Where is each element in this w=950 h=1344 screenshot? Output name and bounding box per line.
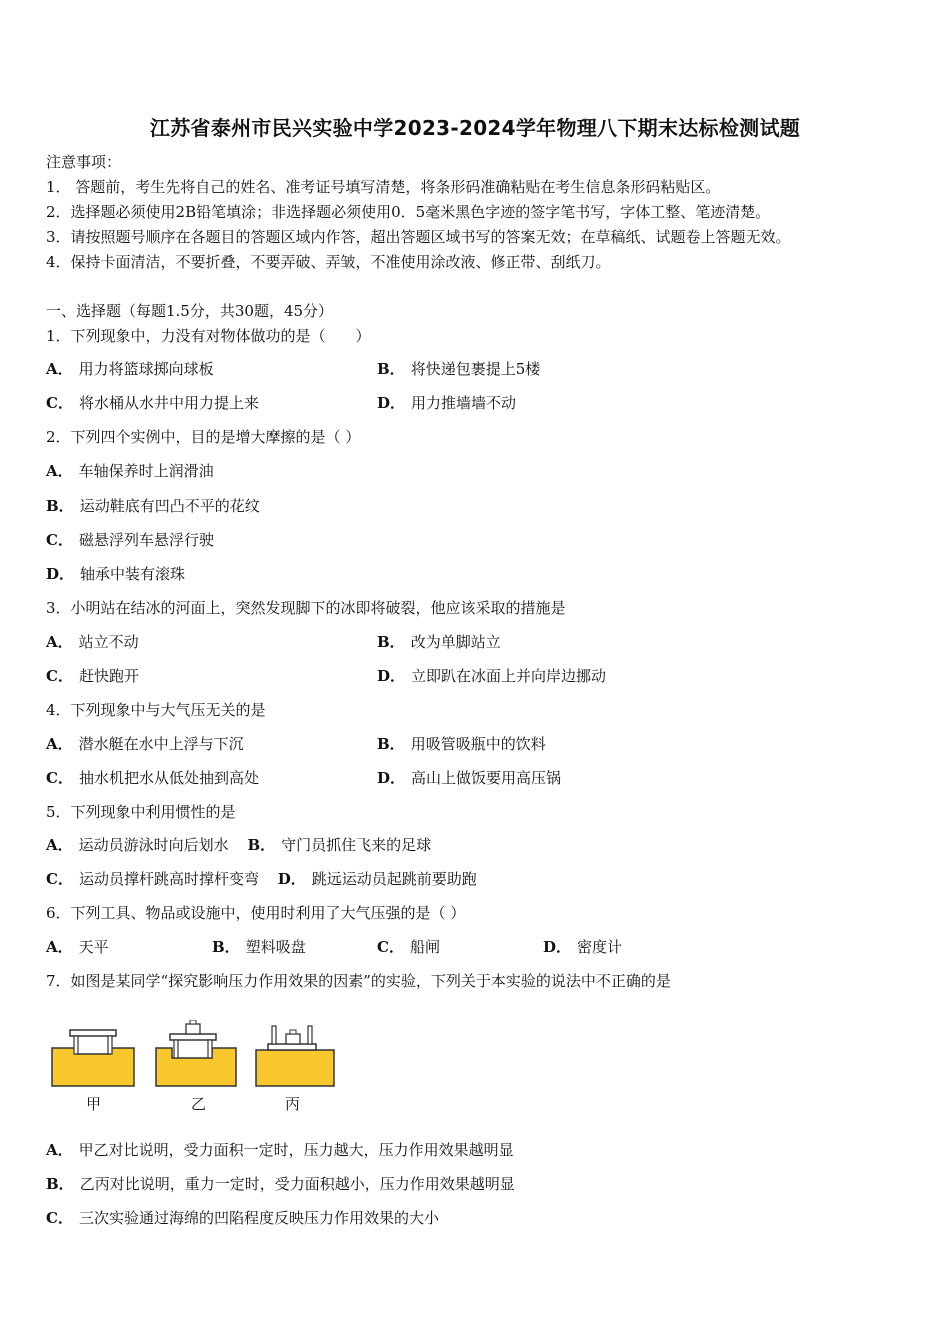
sponge-setup-jia	[52, 1030, 134, 1086]
option-text: 高山上做饭要用高压锅	[411, 769, 562, 787]
option-text: 塑料吸盘	[245, 938, 306, 956]
option-text: 守门员抓住飞来的足球	[281, 836, 432, 854]
option-letter: C．	[377, 938, 404, 956]
q1-option-b[interactable]	[377, 359, 540, 379]
option-text: 运动员撑杆跳高时撑杆变弯	[78, 870, 259, 888]
option-text: 密度计	[577, 938, 623, 956]
notes-header: 注意事项：	[46, 153, 122, 171]
option-letter: A．	[46, 938, 73, 956]
option-text: 乙丙对比说明，重力一定时，受力面积越小，压力作用效果越明显	[79, 1175, 515, 1193]
figure-label-jia: 甲	[86, 1095, 102, 1113]
option-letter: C．	[46, 769, 73, 787]
question-7-stem: 7．如图是某同学“探究影响压力作用效果的因素”的实验，下列关于本实验的说法中不正确的是	[46, 972, 671, 990]
q7-option-c[interactable]	[46, 1208, 439, 1228]
note-2: 2．选择题必须使用2B铅笔填涂；非选择题必须使用0．5毫米黑色字迹的签字笔书写，字体工整、笔迹清楚。	[46, 203, 771, 221]
option-letter: A．	[46, 735, 73, 753]
q6-option-a[interactable]	[46, 937, 109, 957]
option-text: 抽水机把水从低处抽到高处	[78, 769, 259, 787]
question-6-stem: 6．下列工具、物品或设施中，使用时利用了大气压强的是（ ）	[46, 904, 466, 922]
q5-option-d[interactable]	[278, 870, 477, 888]
q4-option-a[interactable]	[46, 734, 244, 754]
note-4: 4．保持卡面清洁，不要折叠，不要弄破、弄皱，不准使用涂改液、修正带、刮纸刀。	[46, 253, 611, 271]
q1-option-d[interactable]	[377, 393, 516, 413]
option-text: 用力推墙墙不动	[411, 394, 517, 412]
q6-option-c[interactable]	[377, 937, 440, 957]
note-1: 1． 答题前，考生先将自己的姓名、准考证号填写清楚，将条形码准确粘贴在考生信息条形码粘贴区。	[46, 178, 721, 196]
option-text: 用吸管吸瓶中的饮料	[410, 735, 546, 753]
q5-option-c[interactable]	[46, 870, 259, 888]
option-text: 站立不动	[78, 633, 139, 651]
q2-option-b[interactable]	[46, 496, 260, 516]
option-letter: C．	[46, 531, 73, 549]
option-text: 跳远运动员起跳前要助跑	[311, 870, 477, 888]
q4-option-c[interactable]	[46, 768, 259, 788]
option-letter: B．	[377, 360, 405, 378]
option-text: 船闸	[409, 938, 440, 956]
option-text: 三次实验通过海绵的凹陷程度反映压力作用效果的大小	[78, 1209, 439, 1227]
option-letter: B．	[377, 633, 405, 651]
q3-option-d[interactable]	[377, 666, 606, 686]
option-letter: A．	[46, 1141, 73, 1159]
option-text: 车轴保养时上润滑油	[78, 462, 214, 480]
option-letter: C．	[46, 870, 73, 888]
q7-option-a[interactable]	[46, 1140, 514, 1160]
question-4-stem: 4．下列现象中与大气压无关的是	[46, 701, 266, 719]
option-letter: C．	[46, 667, 73, 685]
option-text: 将水桶从水井中用力提上来	[78, 394, 259, 412]
option-letter: C．	[46, 1209, 73, 1227]
option-letter: D．	[277, 870, 306, 888]
q6-option-d[interactable]	[543, 937, 622, 957]
option-text: 磁悬浮列车悬浮行驶	[78, 531, 214, 549]
figure-label-yi: 乙	[191, 1095, 207, 1113]
option-letter: D．	[377, 769, 406, 787]
option-letter: A．	[46, 360, 73, 378]
option-text: 轴承中装有滚珠	[80, 565, 186, 583]
question-5-stem: 5．下列现象中利用惯性的是	[46, 803, 236, 821]
option-text: 改为单脚站立	[410, 633, 501, 651]
q4-option-d[interactable]	[377, 768, 561, 788]
pressure-experiment-figure	[50, 1020, 350, 1092]
q3-option-c[interactable]	[46, 666, 139, 686]
q3-option-b[interactable]	[377, 632, 501, 652]
option-text: 天平	[78, 938, 109, 956]
q5-option-b[interactable]	[247, 836, 431, 854]
option-letter: D．	[543, 938, 572, 956]
q7-option-b[interactable]	[46, 1174, 515, 1194]
q5-option-a[interactable]	[46, 836, 229, 854]
page-title: 江苏省泰州市民兴实验中学2023-2024学年物理八下期末达标检测试题	[149, 116, 801, 140]
option-letter: A．	[46, 836, 73, 854]
option-text: 运动鞋底有凹凸不平的花纹	[79, 497, 260, 515]
option-letter: A．	[46, 462, 73, 480]
option-text: 运动员游泳时向后划水	[78, 836, 229, 854]
option-letter: D．	[377, 667, 406, 685]
sponge-setup-yi	[156, 1020, 236, 1086]
question-3-stem: 3．小明站在结冰的河面上，突然发现脚下的冰即将破裂，他应该采取的措施是	[46, 599, 566, 617]
question-2-stem: 2．下列四个实例中，目的是增大摩擦的是（ ）	[46, 428, 361, 446]
option-letter: D．	[377, 394, 406, 412]
question-1-stem: 1．下列现象中，力没有对物体做功的是（ ）	[46, 327, 371, 345]
option-text: 潜水艇在水中上浮与下沉	[78, 735, 244, 753]
option-letter: B．	[212, 938, 240, 956]
option-text: 将快递包裹提上5楼	[410, 360, 541, 378]
sponge-setup-bing	[256, 1026, 334, 1086]
q2-option-d[interactable]	[46, 564, 185, 584]
section-header: 一、选择题（每题1.5分，共30题，45分）	[46, 302, 334, 320]
option-text: 甲乙对比说明，受力面积一定时，压力越大，压力作用效果越明显	[78, 1141, 514, 1159]
q5-options-cd	[46, 869, 477, 889]
option-letter: B．	[46, 497, 74, 515]
q2-option-a[interactable]	[46, 461, 214, 481]
q3-option-a[interactable]	[46, 632, 139, 652]
figure-label-bing: 丙	[285, 1095, 301, 1113]
q5-options-ab	[46, 835, 431, 855]
q4-option-b[interactable]	[377, 734, 546, 754]
note-3: 3．请按照题号顺序在各题目的答题区域内作答，超出答题区域书写的答案无效；在草稿纸、试题卷上答题无效。	[46, 228, 791, 246]
q1-option-a[interactable]	[46, 359, 214, 379]
option-text: 立即趴在冰面上并向岸边挪动	[411, 667, 607, 685]
option-text: 赶快跑开	[78, 667, 139, 685]
q1-option-c[interactable]	[46, 393, 259, 413]
option-letter: A．	[46, 633, 73, 651]
option-letter: B．	[377, 735, 405, 753]
option-letter: C．	[46, 394, 73, 412]
option-letter: B．	[46, 1175, 74, 1193]
q6-option-b[interactable]	[212, 937, 306, 957]
q2-option-c[interactable]	[46, 530, 214, 550]
option-letter: B．	[247, 836, 276, 854]
option-letter: D．	[46, 565, 75, 583]
option-text: 用力将篮球掷向球板	[78, 360, 214, 378]
